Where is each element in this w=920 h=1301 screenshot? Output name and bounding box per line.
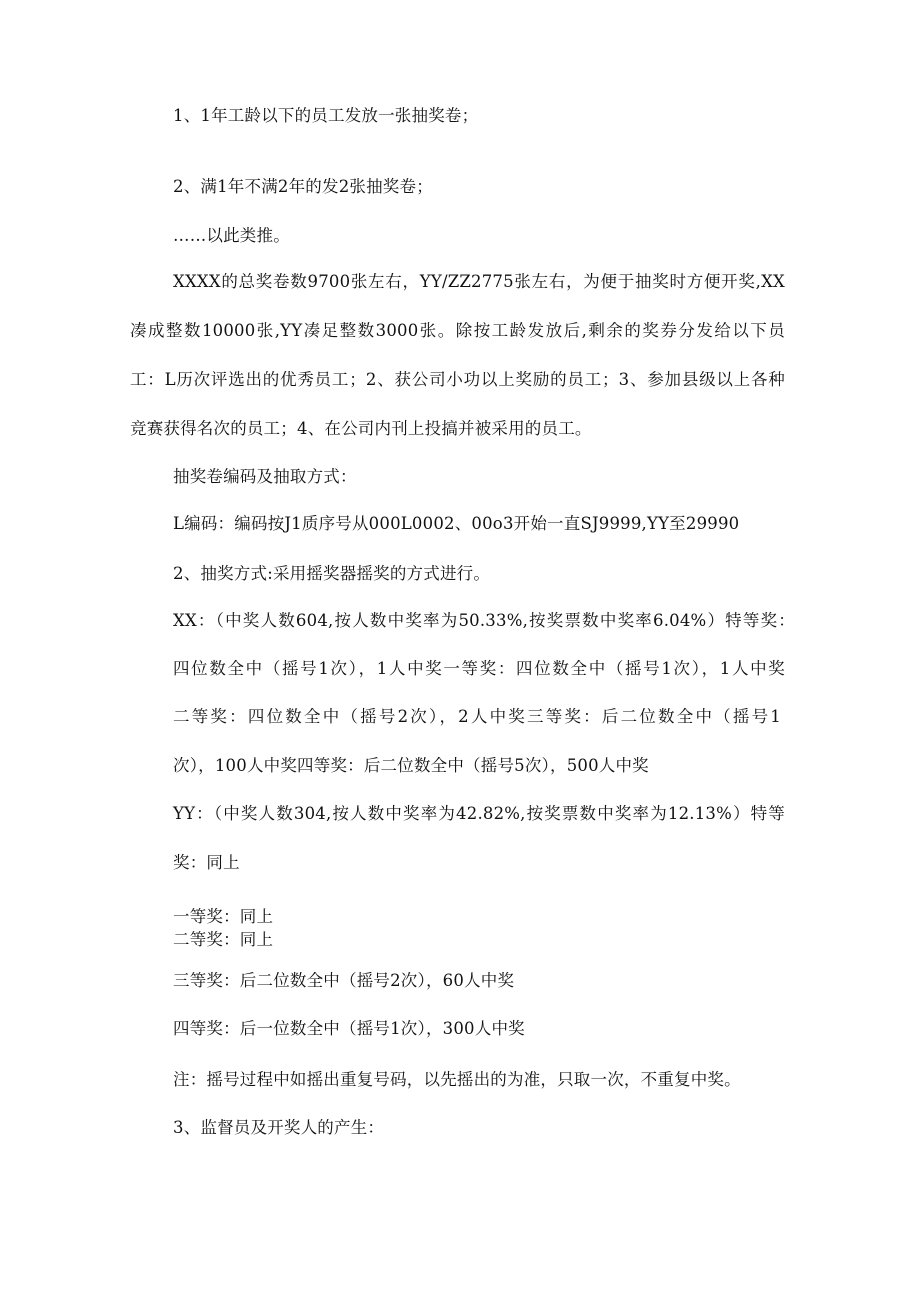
text-line: XX：（中奖人数604,按人数中奖率为50.33%,按奖票数中奖率6.04%）特等奖： [173, 611, 795, 630]
paragraph-line: 竞赛获得名次的员工；4、在公司内刊上投搞并被采用的员工。 [130, 419, 592, 438]
text-line: 三等奖：后二位数全中（摇号2次），60人中奖 [173, 971, 515, 990]
text-line: 二等奖：同上 [173, 930, 274, 949]
text-line: 次），100人中奖四等奖：后二位数全中（摇号5次），500人中奖 [173, 756, 649, 775]
text-line: 一等奖：同上 [173, 907, 274, 926]
section-heading: 抽奖卷编码及抽取方式： [173, 467, 357, 486]
text-line: 2、抽奖方式:采用摇奖器摇奖的方式进行。 [173, 564, 491, 583]
text-line: 二等奖：四位数全中（摇号2次），2人中奖三等奖：后二位数全中（摇号1 [173, 707, 781, 726]
text-line: 四等奖：后一位数全中（摇号1次），300人中奖 [173, 1019, 525, 1038]
section-heading: 3、监督员及开奖人的产生： [173, 1118, 385, 1137]
paragraph-line: 工：L历次评选出的优秀员工；2、获公司小功以上奖励的员工；3、参加县级以上各种 [130, 370, 785, 389]
paragraph-line: XXXX的总奖卷数9700张左右，YY/ZZ2775张左右，为便于抽奖时方便开奖,XX [173, 272, 785, 291]
text-line: L编码：编码按J1质序号从000L0002、00o3开始一直SJ9999,YY至29990 [173, 514, 740, 533]
text-line: 四位数全中（摇号1次），1人中奖一等奖：四位数全中（摇号1次），1人中奖 [173, 659, 785, 678]
paragraph-line: 凑成整数10000张,YY凑足整数3000张。除按工龄发放后,剩余的奖券分发给以下员 [130, 321, 785, 340]
text-line: 奖：同上 [173, 853, 240, 872]
note-line: 注：摇号过程中如摇出重复号码，以先摇出的为准，只取一次，不重复中奖。 [173, 1070, 741, 1089]
text-line: YY：（中奖人数304,按人数中奖率为42.82%,按奖票数中奖率为12.13%）特等 [173, 804, 785, 823]
text-line: 2、满1年不满2年的发2张抽奖卷； [173, 177, 433, 196]
text-line: 1、1年工龄以下的员工发放一张抽奖卷； [173, 106, 479, 125]
text-line: ……以此类推。 [173, 226, 290, 245]
